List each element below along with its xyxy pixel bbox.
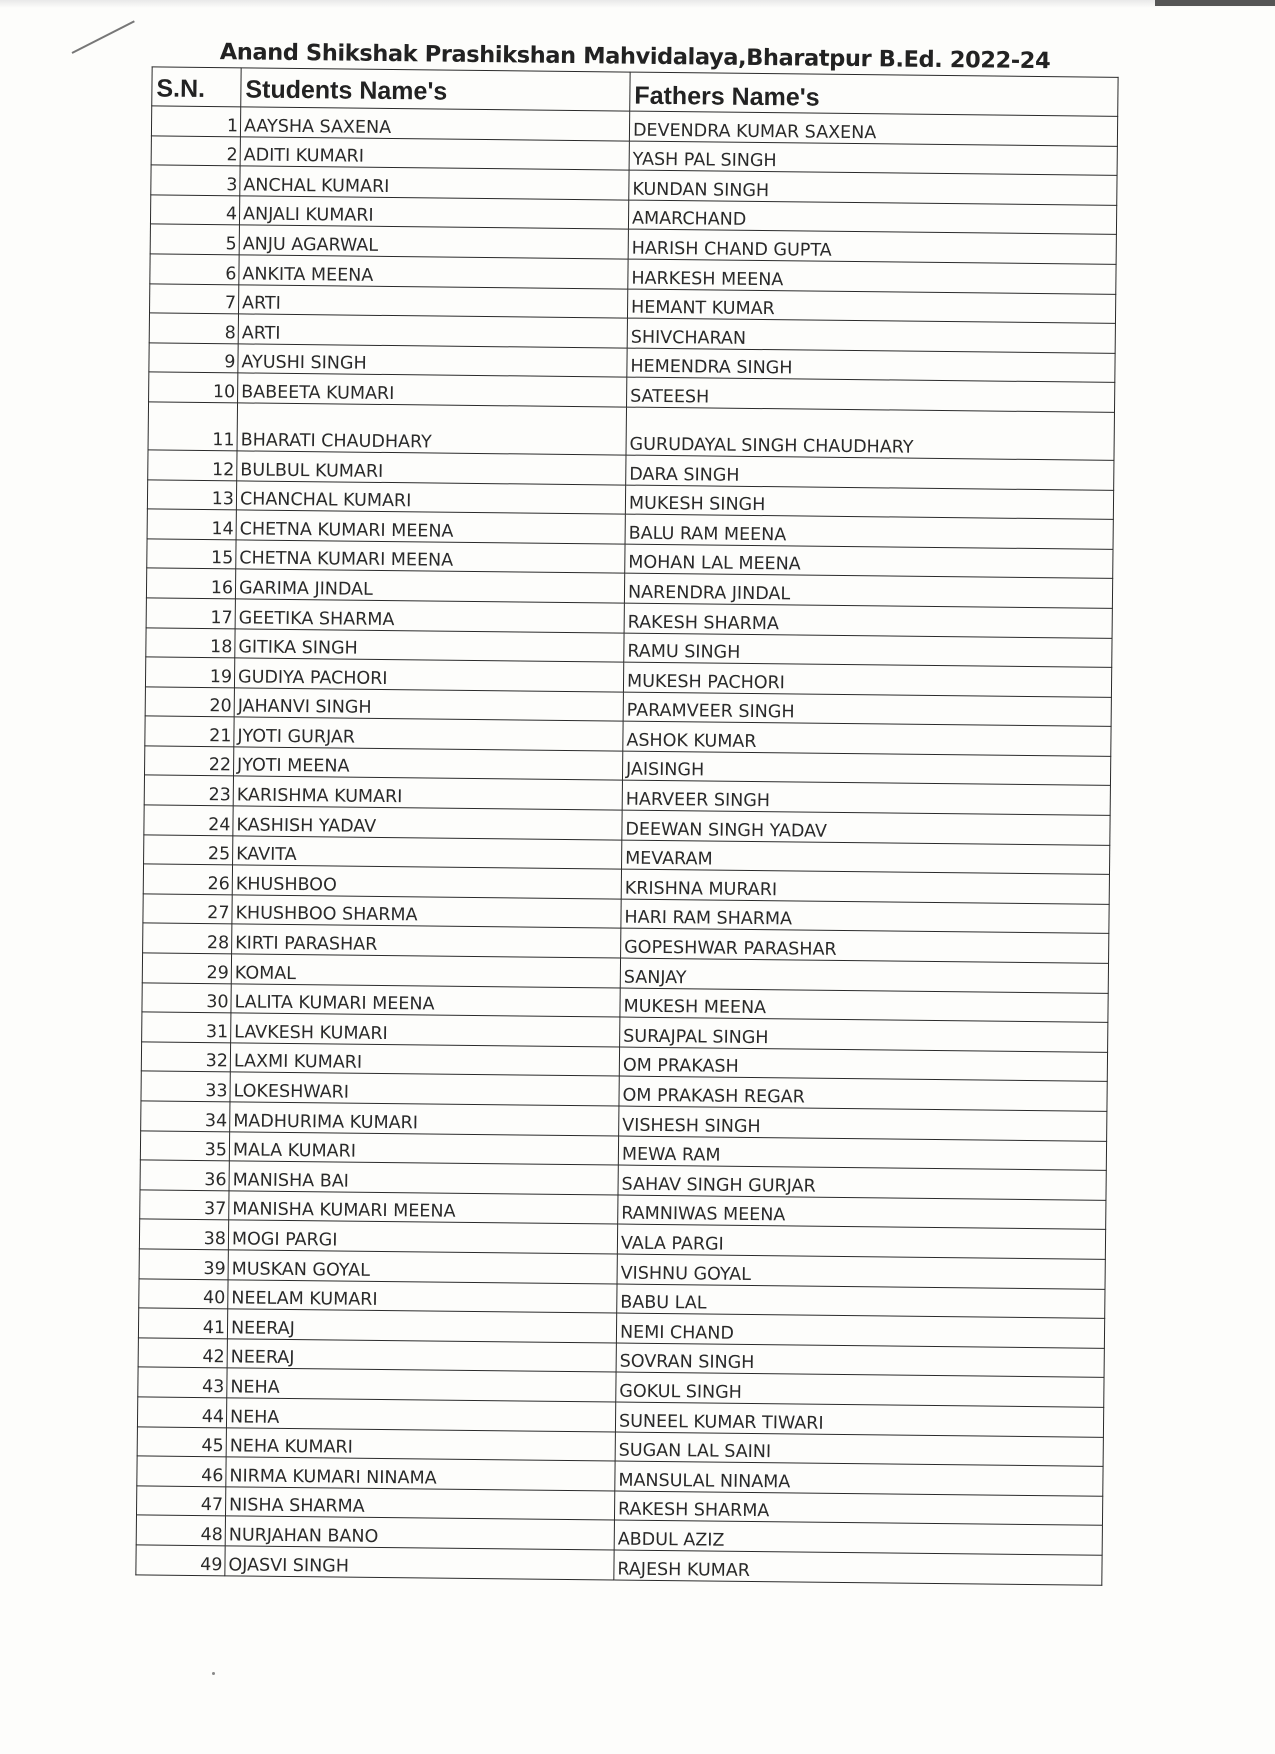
serial-number-cell: 2 bbox=[151, 136, 240, 167]
father-name-cell: VISHESH SINGH bbox=[619, 1106, 1107, 1141]
father-name-cell: GOPESHWAR PARASHAR bbox=[621, 928, 1109, 963]
serial-number-cell: 25 bbox=[144, 835, 233, 866]
student-name-cell: JYOTI GURJAR bbox=[234, 717, 623, 751]
serial-number-cell: 39 bbox=[139, 1249, 228, 1280]
serial-number-cell: 41 bbox=[138, 1308, 227, 1339]
student-name-cell: MADHURIMA KUMARI bbox=[230, 1102, 619, 1136]
father-name-cell: MUKESH MEENA bbox=[620, 988, 1108, 1023]
student-name-cell: CHETNA KUMARI MEENA bbox=[236, 510, 625, 544]
serial-number-cell: 32 bbox=[141, 1042, 230, 1073]
serial-number-cell: 8 bbox=[149, 313, 238, 344]
student-name-cell: CHETNA KUMARI MEENA bbox=[236, 540, 625, 574]
serial-number-cell: 9 bbox=[149, 343, 238, 374]
serial-number-cell: 14 bbox=[147, 509, 236, 540]
serial-number-cell: 24 bbox=[144, 805, 233, 836]
father-name-cell: HEMENDRA SINGH bbox=[627, 348, 1115, 383]
father-name-cell: GOKUL SINGH bbox=[616, 1372, 1104, 1407]
student-name-cell: LOKESHWARI bbox=[230, 1072, 619, 1106]
father-name-cell: VALA PARGI bbox=[617, 1224, 1105, 1259]
father-name-cell: SHIVCHARAN bbox=[627, 318, 1115, 353]
student-name-cell: NURJAHAN BANO bbox=[225, 1516, 614, 1550]
serial-number-cell: 47 bbox=[136, 1486, 225, 1517]
student-name-cell: ADITI KUMARI bbox=[240, 136, 629, 170]
serial-number-cell: 13 bbox=[147, 479, 236, 510]
serial-number-cell: 19 bbox=[145, 657, 234, 688]
father-name-cell: RAMNIWAS MEENA bbox=[618, 1195, 1106, 1230]
student-name-cell: LAXMI KUMARI bbox=[230, 1043, 619, 1077]
student-list-document bbox=[95, 36, 1110, 1585]
father-name-cell: SATEESH bbox=[627, 377, 1115, 412]
student-name-cell: ARTI bbox=[238, 314, 627, 348]
father-name-cell: PARAMVEER SINGH bbox=[623, 692, 1111, 727]
student-name-cell: ANKITA MEENA bbox=[239, 255, 628, 289]
father-name-cell: OM PRAKASH bbox=[619, 1047, 1107, 1082]
serial-number-cell: 42 bbox=[138, 1338, 227, 1369]
student-name-cell: BHARATI CHAUDHARY bbox=[237, 403, 626, 455]
serial-number-cell: 16 bbox=[146, 568, 235, 599]
student-name-cell: MALA KUMARI bbox=[229, 1131, 618, 1165]
student-name-cell: LAVKESH KUMARI bbox=[231, 1013, 620, 1047]
father-name-cell: RAMU SINGH bbox=[624, 633, 1112, 668]
father-name-cell: DEVENDRA KUMAR SAXENA bbox=[629, 111, 1117, 146]
father-name-cell: BALU RAM MEENA bbox=[625, 514, 1113, 549]
student-name-cell: KASHISH YADAV bbox=[233, 806, 622, 840]
serial-number-cell: 6 bbox=[150, 254, 239, 285]
father-name-cell: RAJESH KUMAR bbox=[614, 1550, 1102, 1585]
student-name-cell: CHANCHAL KUMARI bbox=[236, 480, 625, 514]
father-name-cell: DEEWAN SINGH YADAV bbox=[622, 810, 1110, 845]
serial-number-cell: 27 bbox=[143, 894, 232, 925]
student-name-cell: GUDIYA PACHORI bbox=[234, 658, 623, 692]
father-name-cell: MEWA RAM bbox=[618, 1136, 1106, 1171]
serial-number-cell: 26 bbox=[143, 864, 232, 895]
serial-number-cell: 3 bbox=[151, 165, 240, 196]
father-name-cell: HEMANT KUMAR bbox=[627, 289, 1115, 324]
student-name-cell: KARISHMA KUMARI bbox=[233, 776, 622, 810]
serial-number-cell: 38 bbox=[139, 1219, 228, 1250]
serial-number-cell: 5 bbox=[150, 224, 239, 255]
father-name-cell: SUGAN LAL SAINI bbox=[615, 1432, 1103, 1467]
student-name-cell: LALITA KUMARI MEENA bbox=[231, 983, 620, 1017]
serial-number-cell: 31 bbox=[142, 1012, 231, 1043]
serial-number-cell: 12 bbox=[148, 450, 237, 481]
serial-number-cell: 40 bbox=[139, 1278, 228, 1309]
father-name-cell: AMARCHAND bbox=[628, 200, 1116, 235]
father-name-cell: HARI RAM SHARMA bbox=[621, 899, 1109, 934]
serial-number-cell: 15 bbox=[147, 539, 236, 570]
student-name-cell: KIRTI PARASHAR bbox=[232, 924, 621, 958]
student-name-cell: AYUSHI SINGH bbox=[238, 344, 627, 378]
student-name-cell: GARIMA JINDAL bbox=[235, 569, 624, 603]
student-name-cell: ANCHAL KUMARI bbox=[240, 166, 629, 200]
serial-number-cell: 29 bbox=[142, 953, 231, 984]
student-name-cell: GITIKA SINGH bbox=[235, 628, 624, 662]
student-name-cell: NEERAJ bbox=[227, 1339, 616, 1373]
father-name-cell: MANSULAL NINAMA bbox=[615, 1461, 1103, 1496]
document-title: Anand Shikshak Prashikshan Mahvidalaya,Bharatpur B.Ed. 2022-24 bbox=[219, 39, 1051, 75]
student-name-cell: BABEETA KUMARI bbox=[238, 373, 627, 407]
serial-number-cell: 49 bbox=[136, 1545, 225, 1576]
student-name-cell: KHUSHBOO bbox=[232, 865, 621, 899]
scan-speck bbox=[212, 1672, 215, 1675]
serial-number-cell: 48 bbox=[136, 1515, 225, 1546]
father-name-cell: HARVEER SINGH bbox=[622, 781, 1110, 816]
father-name-cell: NARENDRA JINDAL bbox=[624, 573, 1112, 608]
serial-number-cell: 22 bbox=[145, 746, 234, 777]
father-name-cell: MUKESH SINGH bbox=[625, 485, 1113, 520]
student-name-cell: KOMAL bbox=[231, 954, 620, 988]
student-name-cell: NEHA bbox=[227, 1368, 616, 1402]
father-name-cell: OM PRAKASH REGAR bbox=[619, 1076, 1107, 1111]
serial-number-cell: 18 bbox=[146, 627, 235, 658]
father-name-cell: MEVARAM bbox=[622, 840, 1110, 875]
father-name-cell: RAKESH SHARMA bbox=[614, 1491, 1102, 1526]
serial-number-cell: 1 bbox=[151, 106, 240, 137]
father-name-cell: ABDUL AZIZ bbox=[614, 1520, 1102, 1555]
serial-number-cell: 36 bbox=[140, 1160, 229, 1191]
serial-number-cell: 45 bbox=[137, 1426, 226, 1457]
student-name-cell: ANJALI KUMARI bbox=[239, 196, 628, 230]
student-name-cell: OJASVI SINGH bbox=[225, 1546, 614, 1580]
father-name-cell: SANJAY bbox=[620, 958, 1108, 993]
serial-number-cell: 37 bbox=[140, 1190, 229, 1221]
serial-number-cell: 33 bbox=[141, 1071, 230, 1102]
father-name-cell: RAKESH SHARMA bbox=[624, 603, 1112, 638]
page-top-edge bbox=[0, 0, 1275, 8]
father-name-cell: HARISH CHAND GUPTA bbox=[628, 229, 1116, 264]
header-sn: S.N. bbox=[152, 67, 241, 107]
father-name-cell: VISHNU GOYAL bbox=[617, 1254, 1105, 1289]
student-name-cell: JAHANVI SINGH bbox=[234, 688, 623, 722]
student-name-cell: NEHA bbox=[226, 1398, 615, 1432]
student-name-cell: AAYSHA SAXENA bbox=[240, 107, 629, 141]
father-name-cell: JAISINGH bbox=[622, 751, 1110, 786]
father-name-cell: SUNEEL KUMAR TIWARI bbox=[615, 1402, 1103, 1437]
serial-number-cell: 23 bbox=[144, 775, 233, 806]
serial-number-cell: 44 bbox=[137, 1397, 226, 1428]
serial-number-cell: 21 bbox=[145, 716, 234, 747]
serial-number-cell: 4 bbox=[150, 195, 239, 226]
student-name-cell: NEHA KUMARI bbox=[226, 1427, 615, 1461]
student-name-cell: JYOTI MEENA bbox=[233, 747, 622, 781]
serial-number-cell: 34 bbox=[141, 1101, 230, 1132]
serial-number-cell: 28 bbox=[143, 923, 232, 954]
serial-number-cell: 46 bbox=[137, 1456, 226, 1487]
father-name-cell: ASHOK KUMAR bbox=[623, 721, 1111, 756]
father-name-cell: BABU LAL bbox=[617, 1284, 1105, 1319]
student-name-cell: NIRMA KUMARI NINAMA bbox=[226, 1457, 615, 1491]
student-table bbox=[135, 66, 1118, 1585]
father-name-cell: SAHAV SINGH GURJAR bbox=[618, 1165, 1106, 1200]
father-name-cell: GURUDAYAL SINGH CHAUDHARY bbox=[626, 407, 1114, 460]
serial-number-cell: 30 bbox=[142, 983, 231, 1014]
student-name-cell: GEETIKA SHARMA bbox=[235, 599, 624, 633]
table-body bbox=[136, 106, 1118, 1585]
father-name-cell: SURAJPAL SINGH bbox=[620, 1017, 1108, 1052]
student-name-cell: ANJU AGARWAL bbox=[239, 225, 628, 259]
serial-number-cell: 35 bbox=[140, 1130, 229, 1161]
scan-edge-mark bbox=[1155, 0, 1275, 6]
student-name-cell: MANISHA BAI bbox=[229, 1161, 618, 1195]
student-name-cell: NEERAJ bbox=[227, 1309, 616, 1343]
serial-number-cell: 10 bbox=[149, 372, 238, 403]
serial-number-cell: 43 bbox=[138, 1367, 227, 1398]
father-name-cell: SOVRAN SINGH bbox=[616, 1343, 1104, 1378]
student-name-cell: MUSKAN GOYAL bbox=[228, 1250, 617, 1284]
student-name-cell: MOGI PARGI bbox=[228, 1220, 617, 1254]
father-name-cell: KRISHNA MURARI bbox=[621, 869, 1109, 904]
serial-number-cell: 20 bbox=[145, 687, 234, 718]
serial-number-cell: 11 bbox=[148, 402, 238, 451]
father-name-cell: NEMI CHAND bbox=[616, 1313, 1104, 1348]
serial-number-cell: 7 bbox=[150, 283, 239, 314]
student-name-cell: NEELAM KUMARI bbox=[228, 1279, 617, 1313]
student-name-cell: KAVITA bbox=[233, 836, 622, 870]
student-name-cell: BULBUL KUMARI bbox=[237, 451, 626, 485]
father-name-cell: KUNDAN SINGH bbox=[629, 170, 1117, 205]
serial-number-cell: 17 bbox=[146, 598, 235, 629]
student-name-cell: MANISHA KUMARI MEENA bbox=[229, 1191, 618, 1225]
header-student-name: Students Name's bbox=[241, 68, 630, 111]
father-name-cell: MUKESH PACHORI bbox=[623, 662, 1111, 697]
father-name-cell: MOHAN LAL MEENA bbox=[625, 544, 1113, 579]
student-name-cell: NISHA SHARMA bbox=[225, 1487, 614, 1521]
father-name-cell: DARA SINGH bbox=[626, 455, 1114, 490]
father-name-cell: YASH PAL SINGH bbox=[629, 141, 1117, 176]
student-name-cell: KHUSHBOO SHARMA bbox=[232, 895, 621, 929]
header-father-name: Fathers Name's bbox=[630, 72, 1118, 116]
student-name-cell: ARTI bbox=[238, 284, 627, 318]
father-name-cell: HARKESH MEENA bbox=[628, 259, 1116, 294]
